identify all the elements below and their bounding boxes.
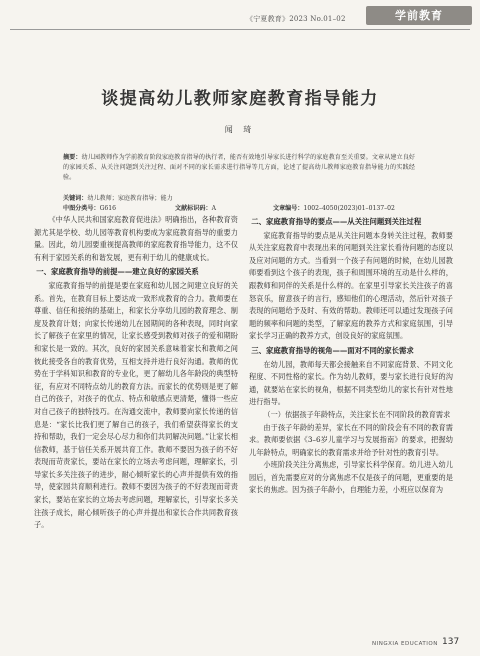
article-no-item: [273, 204, 395, 214]
body-paragraph: 在幼儿园，教师每天都会接触来自不同家庭背景、不同文化程度、不同性格的家长。作为幼儿教师，要与家长进行良好的沟通，就要站在家长的视角，根据不同类型幼儿的家长有针对性地进行指导。: [249, 359, 453, 407]
journal-english-name: NINGXIA EDUCATION: [372, 641, 438, 647]
clc-label: 中图分类号：: [63, 205, 100, 212]
abstract-block: [63, 153, 415, 183]
body-paragraph: （一）依据孩子年龄特点，关注家长在不同阶段的教育需求: [263, 409, 451, 419]
classification-row: [63, 204, 415, 214]
abstract-label: 摘要：: [63, 154, 82, 161]
body-paragraph: 《中华人民共和国家庭教育促进法》明确指出，各种教育资源尤其是学校、幼儿园等教育机构要成为家庭教育指导的重要力量。因此，幼儿园要重视提高教师的家庭教育指导能力，这不仅有利于家园关系的和谐发展，更有利于幼儿的健康成长。: [34, 215, 238, 262]
section-label: 学前教育: [395, 9, 443, 22]
doc-code-value: A: [211, 205, 216, 212]
clc-item: [63, 204, 116, 214]
doc-code-label: 文献标识码：: [175, 205, 212, 212]
column-left: [34, 214, 238, 532]
section-heading: 一、家庭教育指导的前提——建立良好的家园关系: [36, 267, 199, 277]
article-title: 谈提高幼儿教师家庭教育指导能力: [101, 89, 379, 109]
section-heading: 三、家庭教育指导的视角——面对不同的家长需求: [251, 345, 414, 355]
doc-code-item: [175, 204, 216, 214]
column-right: [249, 214, 453, 497]
article-no-value: 1002–4050(2023)01–0137–02: [303, 205, 395, 212]
body-paragraph: 小班阶段关注分离焦虑，引导家长科学保育。幼儿进入幼儿园后，首先需要应对的分离焦虑不仅是孩子的问题，更重要的是家长的焦虑。因为孩子年龄小，自理能力差，小班应以保育为: [249, 460, 453, 495]
body-paragraph: 家庭教育指导的要点是从关注问题本身转关注过程，教师要从关注家庭教育中表现出来的问题到关注家长看待问题的态度以及应对问题的方式。当看到一个孩子有问题的时候，在幼儿园教师要看到这个孩子的表现，孩子和周围环境的互动是什么样的，跟教师和同伴的关系是什么样的。在家里引导家长关注孩子的喜怒哀乐，留意孩子的言行，感知他们的心理活动，然后针对孩子表现的问题给予及时、有效的帮助。教师还可以通过发现孩子问题的频率和问题的类型，了解家庭的教养方式和家庭氛围，引导家长学习正确的教养方式，创设良好的家庭氛围。: [249, 230, 453, 341]
keywords-line: [63, 194, 173, 204]
section-heading: 二、家庭教育指导的要点——从关注问题到关注过程: [251, 217, 422, 226]
journal-issue: 《宁夏教育》2023 No.01–02: [246, 15, 346, 23]
article-no-label: 文章编号：: [273, 205, 304, 212]
header-rule: [10, 29, 470, 30]
clc-value: G616: [99, 205, 117, 212]
keywords-label: 关键词：: [63, 195, 88, 202]
meta-block: [63, 194, 415, 214]
keywords-text: 幼儿教师；家庭教育指导；能力: [87, 195, 173, 202]
body-paragraph: 家庭教育指导的前提是要在家庭和幼儿园之间建立良好的关系。首先，在教育目标上要达成一致形成教育的合力。教师要在尊重、信任和接纳的基础上，和家长分享幼儿园的教育理念、制度及教育计划；向家长传递幼儿在园期间的各种表现，同时向家长了解孩子在家里的情况，让家长感受到教师对孩子的爱和期盼和家长是一致的。其次，良好的家园关系意味着家长和教师之间彼此接受各自的教育优势，互相支持并进行良好沟通。教师的优势在于学科知识和教育的专业化，更了解幼儿各年龄段的典型特征，有应对不同特点幼儿的教育方法。而家长的优势则是更了解自己的孩子，对孩子的优点、特点和敏感点更清楚，懂得一些应对自己孩子的独特技巧。在沟通交流中，教师要向家长传递的信息是：“家长比我们更了解自己的孩子，我们希望获得家长的支持和帮助，我们一定会尽心尽力和你们共同解决问题。”让家长相信教师，基于信任关系开展共育工作。教师不要因为孩子的不好表现而苛责家长，要站在家长的立场去考虑问题，理解家长，引导家长多关注孩子的进步，耐心倾听家长的心声并提供有效的指导，使家园共育顺利进行。教师不要因为孩子的不好表现而苛责家长，要站在家长的立场去考虑问题，理解家长，引导家长多关注孩子成长，耐心倾听孩子的心声并提出和家长合作共同教育孩子。: [34, 280, 238, 530]
page-number: 137: [442, 637, 460, 647]
keywords-row: [63, 194, 415, 204]
abstract-text: 幼儿园教师作为学前教育阶段家庭教育指导的执行者，能否有效地引导家长进行科学的家庭教育至关重要。文章从建立良好的家园关系、从关注问题到关注过程、面对不同的家长需求进行指导等几方面，论述了提高幼儿教师家庭教育指导能力的实践经验。: [63, 154, 415, 181]
article-author: 闻 琦: [224, 125, 256, 134]
body-paragraph: 由于孩子年龄的差异，家长在不同的阶段会有不同的教育需求。教师要依据《3–6岁儿童学习与发展指南》的要求，把握幼儿年龄特点，明确家长的教育需求并给予针对性的教育引导。: [249, 422, 453, 457]
